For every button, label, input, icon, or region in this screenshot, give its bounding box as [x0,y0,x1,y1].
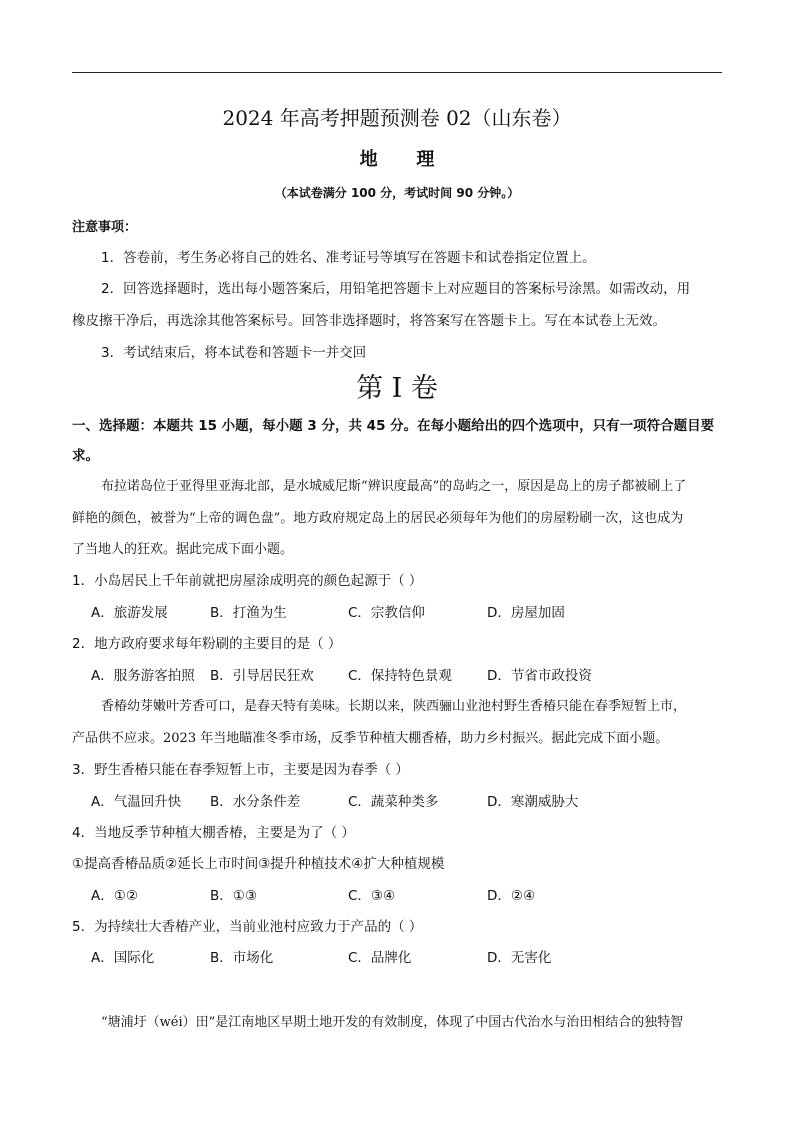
question-5-stem: 5．为持续壮大香椿产业，当前业池村应致力于产品的（ ） [72,919,423,935]
exam-title: 2024 年高考押题预测卷 02（山东卷） [222,106,572,130]
question-3-stem: 3．野生香椿只能在春季短暂上市，主要是因为春季（ ） [72,762,409,778]
question-5-option-c: C．品牌化 [348,950,412,966]
question-1-option-d: D．房屋加固 [487,605,565,621]
question-4-choices: ①提高香椿品质②延长上市时间③提升种植技术④扩大种植规模 [72,856,445,872]
question-2-stem: 2．地方政府要求每年粉刷的主要目的是（ ） [72,636,342,652]
part-title: 第 I 卷 [356,373,438,404]
question-3-option-d: D．寒潮威胁大 [487,794,579,810]
passage-3-line-1: “塘浦圩（wéi）田”是江南地区早期土地开发的有效制度，体现了中国古代治水与治田相结合的独特智 [101,1015,684,1030]
question-2-option-a: A．服务游客拍照 [91,668,195,684]
notice-item-3: 3．考试结束后，将本试卷和答题卡一并交回 [101,345,367,361]
passage-2-line-1: 香椿幼芽嫩叶芳香可口，是春天特有美味。长期以来，陕西骊山业池村野生香椿只能在春季短暂上市， [101,699,687,714]
passage-1-line-1: 布拉诺岛位于亚得里亚海北部，是水城威尼斯“辨识度最高”的岛屿之一，原因是岛上的房子都被刷上了 [101,479,687,494]
question-1-option-a: A．旅游发展 [91,605,168,621]
notice-item-2-line-1: 2．回答选择题时，选出每小题答案后，用铅笔把答题卡上对应题目的答案标号涂黑。如需改动，用 [101,281,691,297]
question-2-option-c: C．保持特色景观 [348,668,452,684]
section-instructions-line-2: 求。 [72,448,99,464]
header-rule [72,72,722,73]
question-4-option-a: A．①② [91,888,138,904]
question-4-option-b: B．①③ [210,888,257,904]
question-3-option-b: B．水分条件差 [210,794,301,810]
question-5-option-a: A．国际化 [91,950,155,966]
question-4-option-c: C．③④ [348,888,396,904]
passage-2-line-2: 产品供不应求。2023 年当地瞄准冬季市场，反季节种植大棚香椿，助力乡村振兴。据此完成下面小题。 [72,731,669,746]
notice-heading: 注意事项： [72,220,138,235]
question-1-option-c: C．宗教信仰 [348,605,425,621]
notice-item-2-line-2: 橡皮擦干净后，再选涂其他答案标号。回答非选择题时，将答案写在答题卡上。写在本试卷上无效。 [72,313,666,329]
question-1-stem: 1．小岛居民上千年前就把房屋涂成明亮的颜色起源于（ ） [72,573,423,589]
section-instructions-line-1: 一、选择题：本题共 15 小题，每小题 3 分，共 45 分。在每小题给出的四个选项中，只有一项符合题目要 [72,418,715,434]
question-5-option-d: D．无害化 [487,950,552,966]
exam-note: （本试卷满分 100 分，考试时间 90 分钟。） [274,186,520,200]
question-2-option-b: B．引导居民狂欢 [210,668,314,684]
question-2-option-d: D．节省市政投资 [487,668,592,684]
question-3-option-a: A．气温回升快 [91,794,182,810]
notice-item-1: 1．答卷前，考生务必将自己的姓名、准考证号等填写在答题卡和试卷指定位置上。 [101,250,596,266]
question-4-stem: 4．当地反季节种植大棚香椿，主要是为了（ ） [72,825,355,841]
passage-1-line-2: 鲜艳的颜色，被誉为“上帝的调色盘”。地方政府规定岛上的居民必须每年为他们的房屋粉刷一次，这也成为 [72,511,684,526]
subject-title: 地 理 [359,149,451,170]
passage-1-line-3: 了当地人的狂欢。据此完成下面小题。 [72,542,294,557]
question-1-option-b: B．打渔为生 [210,605,287,621]
question-4-option-d: D．②④ [487,888,536,904]
question-5-option-b: B．市场化 [210,950,274,966]
question-3-option-c: C．蔬菜种类多 [348,794,439,810]
